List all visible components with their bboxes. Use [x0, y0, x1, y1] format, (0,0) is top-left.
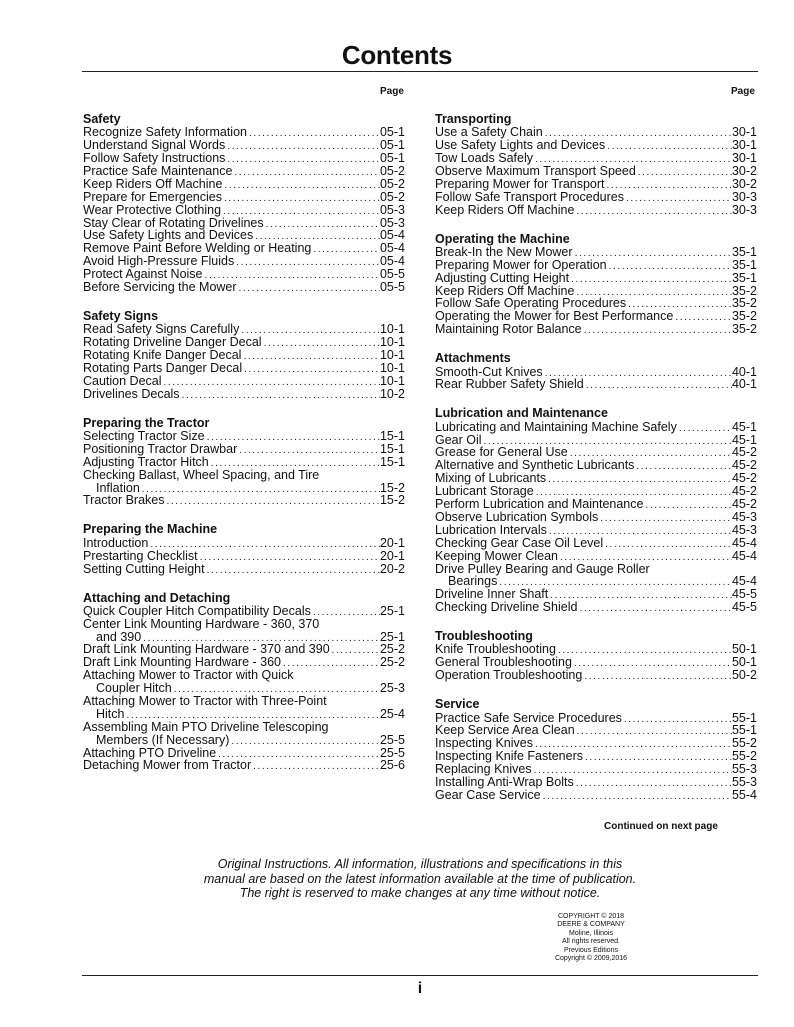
entry-title: Positioning Tractor Drawbar: [83, 441, 238, 456]
toc-entry: [83, 204, 405, 217]
dot-leader: [180, 390, 380, 401]
entry-title: Alternative and Synthetic Lubricants: [435, 458, 635, 473]
entry-title: Introduction: [83, 535, 149, 550]
entry-page: 45-2: [731, 445, 757, 460]
entry-page: 30-1: [731, 125, 757, 140]
entry-title: Operating the Mower for Best Performance: [435, 309, 674, 324]
entry-title: Follow Safety Instructions: [83, 151, 226, 166]
entry-page: 15-1: [379, 454, 405, 469]
section-heading: Attachments: [435, 351, 511, 366]
toc-entry: [435, 421, 757, 434]
toc-section: [83, 592, 405, 773]
dot-leader: [584, 380, 732, 391]
entry-title: Gear Case Service: [435, 787, 541, 802]
entry-page: 55-3: [731, 774, 757, 789]
toc-section: [83, 310, 405, 401]
entry-title: Break-In the New Mower: [435, 244, 573, 259]
dot-leader: [140, 484, 380, 495]
toc-section: [435, 352, 757, 391]
dot-leader: [237, 445, 380, 456]
dot-leader: [311, 244, 380, 255]
toc-entry: [435, 511, 757, 524]
dot-leader: [556, 645, 732, 656]
toc-entry: [83, 721, 405, 734]
entry-title: Draft Link Mounting Hardware - 370 and 390: [83, 642, 330, 657]
entry-title: Rotating Parts Danger Decal: [83, 360, 243, 375]
entry-page: 45-5: [731, 587, 757, 602]
entry-title: Coupler Hitch: [96, 681, 172, 696]
entry-page: 35-2: [731, 283, 757, 298]
entry-title: Keep Riders Off Machine: [435, 202, 575, 217]
dot-leader: [582, 325, 732, 336]
entry-title: Knife Troubleshooting: [435, 642, 556, 657]
entry-title: General Troubleshooting: [435, 655, 572, 670]
entry-page: 45-2: [731, 471, 757, 486]
toc-section: [83, 113, 405, 294]
entry-page: 30-1: [731, 138, 757, 153]
page-number: i: [417, 980, 423, 997]
entry-page: 30-2: [731, 163, 757, 178]
dot-leader: [673, 312, 732, 323]
toc-entry: [83, 734, 405, 747]
section-heading: Transporting: [435, 112, 512, 126]
toc-entry: [435, 789, 757, 802]
dot-leader: [162, 377, 380, 388]
entry-page: 05-4: [379, 228, 405, 243]
dot-leader: [205, 565, 380, 576]
entry-page: 10-1: [379, 322, 405, 337]
entry-page: 40-1: [731, 364, 757, 379]
entry-page: 05-4: [379, 241, 405, 256]
dot-leader: [232, 167, 380, 178]
section-heading: Lubrication and Maintenance: [435, 406, 608, 421]
entry-title: Drivelines Decals: [83, 386, 180, 401]
toc-entry: [435, 323, 757, 336]
entry-title: Follow Safe Operating Procedures: [435, 296, 627, 311]
dot-leader: [546, 474, 732, 485]
dot-leader: [577, 603, 732, 614]
entry-title: Lubrication Intervals: [435, 522, 547, 537]
entry-page: 25-2: [379, 655, 405, 670]
entry-page: 10-1: [379, 335, 405, 350]
toc-entry: [83, 178, 405, 191]
entry-title: Wear Protective Clothing: [83, 202, 222, 217]
entry-page: 05-3: [379, 202, 405, 217]
entry-page: 35-1: [731, 270, 757, 285]
entry-page: 05-5: [379, 267, 405, 282]
toc-section: [435, 698, 757, 802]
entry-title: Driveline Inner Shaft: [435, 587, 549, 602]
toc-section: [435, 233, 757, 337]
entry-page: 50-1: [731, 642, 757, 657]
entry-page: 55-1: [731, 723, 757, 738]
footer-rule: [82, 975, 758, 976]
dot-leader: [242, 364, 380, 375]
entry-title: Recognize Safety Information: [83, 125, 247, 140]
dot-leader: [234, 257, 380, 268]
dot-leader: [634, 461, 732, 472]
entry-title: Keep Riders Off Machine: [435, 283, 575, 298]
section-heading: Safety: [83, 112, 121, 126]
copyright-line: All rights reserved.: [562, 938, 620, 946]
entry-title: Maintaining Rotor Balance: [435, 322, 582, 337]
toc-entry: [435, 524, 757, 537]
section-heading: Preparing the Tractor: [83, 415, 210, 430]
entry-title: Perform Lubrication and Maintenance: [435, 497, 644, 512]
entry-title: Installing Anti-Wrap Bolts: [435, 774, 574, 789]
header-rule: [82, 71, 758, 72]
copyright-line: Moline, Illinois: [569, 929, 613, 937]
entry-title: Replacing Knives: [435, 762, 532, 777]
entry-page: 45-4: [731, 548, 757, 563]
section-heading: Attaching and Detaching: [83, 590, 231, 605]
entry-page: 10-1: [379, 360, 405, 375]
dot-leader: [624, 193, 732, 204]
dot-leader: [574, 206, 732, 217]
toc-entry: [83, 618, 405, 631]
entry-page: 25-4: [379, 706, 405, 721]
toc-column-left: [83, 113, 405, 772]
toc-entry: [83, 443, 405, 456]
entry-title: Rotating Knife Danger Decal: [83, 348, 242, 363]
entry-page: 45-2: [731, 484, 757, 499]
dot-leader: [636, 167, 732, 178]
dot-leader: [222, 180, 380, 191]
copyright-line: Previous Editions: [563, 946, 619, 954]
entry-title: Members (If Necessary): [96, 732, 230, 747]
entry-title: Bearings: [448, 574, 498, 589]
entry-title: Tow Loads Safely: [435, 151, 533, 166]
entry-page: 35-2: [731, 309, 757, 324]
entry-page: 15-1: [379, 441, 405, 456]
entry-page: 15-2: [379, 480, 405, 495]
toc-entry: [83, 708, 405, 721]
entry-page: 05-1: [379, 138, 405, 153]
section-heading: Preparing the Machine: [83, 522, 218, 537]
entry-title: Use Safety Lights and Devices: [435, 138, 606, 153]
entry-page: 55-2: [731, 736, 757, 751]
dot-leader: [229, 736, 380, 747]
toc-entry: [83, 469, 405, 482]
entry-page: 05-2: [379, 163, 405, 178]
dot-leader: [598, 513, 732, 524]
entry-title: Smooth-Cut Knives: [435, 364, 543, 379]
entry-page: 50-2: [731, 668, 757, 683]
entry-title: Keep Riders Off Machine: [83, 176, 223, 191]
toc-entry: [435, 191, 757, 204]
entry-title: Rear Rubber Safety Shield: [435, 377, 584, 392]
toc-section: [435, 630, 757, 682]
toc-column-right: [435, 113, 757, 802]
entry-title: Before Servicing the Mower: [83, 279, 237, 294]
entry-page: 30-2: [731, 176, 757, 191]
toc-entry: [435, 669, 757, 682]
copyright-line: Copyright © 2009,2016: [554, 955, 628, 963]
entry-page: 45-1: [731, 432, 757, 447]
dot-leader: [281, 658, 380, 669]
entry-title: Attaching PTO Driveline: [83, 745, 217, 760]
entry-title: Rotating Driveline Danger Decal: [83, 335, 262, 350]
dot-leader: [582, 671, 732, 682]
dot-leader: [198, 552, 380, 563]
entry-title: Lubricant Storage: [435, 484, 534, 499]
dot-leader: [237, 283, 380, 294]
entry-page: 25-1: [379, 629, 405, 644]
entry-page: 05-1: [379, 151, 405, 166]
page-column-header-left: Page: [380, 86, 404, 97]
entry-title: Practice Safe Service Procedures: [435, 710, 622, 725]
entry-page: 45-1: [731, 419, 757, 434]
dot-leader: [262, 338, 380, 349]
entry-page: 20-1: [379, 548, 405, 563]
entry-page: 55-4: [731, 787, 757, 802]
entry-title: Practice Safe Maintenance: [83, 163, 233, 178]
entry-title: Remove Paint Before Welding or Heating: [83, 241, 312, 256]
entry-title: Caution Decal: [83, 373, 162, 388]
toc-entry: [83, 456, 405, 469]
entry-page: 35-2: [731, 322, 757, 337]
original-instructions-note: [0, 857, 794, 901]
entry-page: 55-2: [731, 749, 757, 764]
entry-page: 45-5: [731, 600, 757, 615]
entry-title: Preparing Mower for Operation: [435, 257, 607, 272]
entry-title: Avoid High-Pressure Fluids: [83, 254, 235, 269]
entry-title: Use a Safety Chain: [435, 125, 543, 140]
dot-leader: [558, 552, 732, 563]
entry-title: Follow Safe Transport Procedures: [435, 189, 624, 204]
entry-title: Inflation: [96, 480, 140, 495]
toc-entry: [83, 495, 405, 508]
entry-page: 45-2: [731, 458, 757, 473]
entry-title: Quick Coupler Hitch Compatibility Decals: [83, 603, 311, 618]
entry-title: Hitch: [96, 706, 125, 721]
dot-leader: [241, 351, 380, 362]
entry-page: 05-4: [379, 254, 405, 269]
page-title: Contents: [341, 40, 453, 70]
entry-title: Keep Service Area Clean: [435, 723, 575, 738]
toc-entry: [435, 601, 757, 614]
entry-title: Understand Signal Words: [83, 138, 226, 153]
entry-page: 15-2: [379, 493, 405, 508]
entry-page: 25-2: [379, 642, 405, 657]
entry-page: 40-1: [731, 377, 757, 392]
entry-title: Inspecting Knives: [435, 736, 533, 751]
dot-leader: [583, 752, 732, 763]
dot-leader: [603, 539, 732, 550]
entry-title: Keeping Mower Clean: [435, 548, 558, 563]
entry-page: 25-3: [379, 681, 405, 696]
section-heading: Troubleshooting: [435, 629, 533, 644]
dot-leader: [605, 141, 732, 152]
entry-page: 45-3: [731, 522, 757, 537]
dot-leader: [607, 261, 732, 272]
note-line: The right is reserved to make changes at any time without notice.: [239, 886, 601, 900]
entry-page: 05-1: [379, 125, 405, 140]
entry-page: 55-1: [731, 710, 757, 725]
toc-entry: [435, 272, 757, 285]
entry-title: Assembling Main PTO Driveline Telescoping: [83, 719, 329, 734]
copyright-line: DEERE & COMPANY: [557, 921, 625, 929]
entry-page: 10-1: [379, 348, 405, 363]
entry-page: 05-2: [379, 189, 405, 204]
entry-title: and 390: [96, 629, 142, 644]
dot-leader: [572, 658, 732, 669]
section-heading: Operating the Machine: [435, 231, 570, 246]
entry-page: 50-1: [731, 655, 757, 670]
entry-title: Tractor Brakes: [83, 493, 165, 508]
entry-title: Inspecting Knife Fasteners: [435, 749, 583, 764]
dot-leader: [569, 274, 732, 285]
dot-leader: [643, 500, 732, 511]
note-line: Original Instructions. All information, illustrations and specifications in this: [217, 857, 623, 871]
dot-leader: [311, 607, 380, 618]
dot-leader: [221, 206, 380, 217]
entry-page: 45-3: [731, 509, 757, 524]
dot-leader: [165, 496, 380, 507]
entry-page: 05-3: [379, 215, 405, 230]
toc-section: [435, 113, 757, 217]
dot-leader: [225, 141, 380, 152]
toc-entry: [83, 550, 405, 563]
entry-title: Checking Gear Case Oil Level: [435, 535, 604, 550]
entry-page: 25-1: [379, 603, 405, 618]
toc-section: [83, 417, 405, 508]
entry-page: 20-2: [379, 561, 405, 576]
copyright-block: [530, 913, 652, 963]
dot-leader: [575, 726, 732, 737]
dot-leader: [541, 791, 732, 802]
entry-page: 35-1: [731, 257, 757, 272]
entry-title: Adjusting Cutting Height: [435, 270, 570, 285]
entry-title: Mixing of Lubricants: [435, 471, 547, 486]
entry-page: 30-1: [731, 151, 757, 166]
toc-section: [435, 407, 757, 614]
entry-title: Stay Clear of Rotating Drivelines: [83, 215, 264, 230]
toc-entry: [435, 246, 757, 259]
toc-entry: [83, 388, 405, 401]
entry-title: Detaching Mower from Tractor: [83, 758, 252, 773]
entry-page: 25-5: [379, 732, 405, 747]
entry-page: 45-4: [731, 574, 757, 589]
entry-page: 35-1: [731, 244, 757, 259]
dot-leader: [222, 193, 380, 204]
entry-page: 05-2: [379, 176, 405, 191]
dot-leader: [225, 154, 380, 165]
copyright-line: COPYRIGHT © 2018: [557, 913, 625, 920]
toc-entry: [435, 259, 757, 272]
toc-entry: [83, 760, 405, 773]
entry-title: Use Safety Lights and Devices: [83, 228, 254, 243]
entry-page: 25-5: [379, 745, 405, 760]
toc-entry: [435, 537, 757, 550]
entry-title: Grease for General Use: [435, 445, 568, 460]
toc-section: [83, 523, 405, 575]
entry-page: 45-4: [731, 535, 757, 550]
entry-page: 25-6: [379, 758, 405, 773]
entry-title: Adjusting Tractor Hitch: [83, 454, 209, 469]
entry-title: Prepare for Emergencies: [83, 189, 222, 204]
entry-title: Checking Driveline Shield: [435, 600, 578, 615]
toc-entry: [83, 537, 405, 550]
entry-title: Checking Ballast, Wheel Spacing, and Tire: [83, 467, 320, 482]
entry-page: 15-1: [379, 428, 405, 443]
entry-title: Gear Oil: [435, 432, 482, 447]
entry-title: Drive Pulley Bearing and Gauge Roller: [435, 561, 650, 576]
toc-entry: [83, 375, 405, 388]
entry-title: Selecting Tractor Size: [83, 428, 205, 443]
dot-leader: [330, 645, 380, 656]
dot-leader: [247, 128, 380, 139]
toc-entry: [435, 204, 757, 217]
entry-title: Protect Against Noise: [83, 267, 203, 282]
note-line: manual are based on the latest information available at the time of publication.: [203, 871, 637, 886]
toc-entry: [83, 695, 405, 708]
toc-entry: [435, 178, 757, 191]
entry-title: Preparing Mower for Transport: [435, 176, 605, 191]
entry-title: Attaching Mower to Tractor with Three-Point: [83, 694, 327, 709]
entry-title: Attaching Mower to Tractor with Quick: [83, 668, 294, 683]
entry-title: Setting Cutting Height: [83, 561, 205, 576]
section-heading: Service: [435, 697, 480, 712]
toc-entry: [435, 550, 757, 563]
entry-page: 20-1: [379, 535, 405, 550]
entry-title: Observe Lubrication Symbols: [435, 509, 599, 524]
entry-title: Observe Maximum Transport Speed: [435, 163, 636, 178]
entry-title: Read Safety Signs Carefully: [83, 322, 240, 337]
entry-title: Center Link Mounting Hardware - 360, 370: [83, 616, 320, 631]
entry-page: 30-3: [731, 189, 757, 204]
entry-title: Lubricating and Maintaining Machine Safely: [435, 419, 677, 434]
entry-title: Draft Link Mounting Hardware - 360: [83, 655, 282, 670]
entry-page: 10-2: [379, 386, 405, 401]
dot-leader: [251, 761, 380, 772]
entry-page: 05-5: [379, 279, 405, 294]
continued-note: Continued on next page: [604, 821, 718, 832]
toc-entry: [83, 563, 405, 576]
page-column-header-right: Page: [731, 86, 755, 97]
dot-leader: [622, 714, 732, 725]
toc-entry: [435, 379, 757, 392]
toc-entry: [83, 362, 405, 375]
section-heading: Safety Signs: [83, 308, 159, 323]
entry-page: 35-2: [731, 296, 757, 311]
entry-page: 30-3: [731, 202, 757, 217]
toc-entry: [83, 605, 405, 618]
entry-page: 10-1: [379, 373, 405, 388]
entry-page: 55-3: [731, 762, 757, 777]
entry-page: 45-2: [731, 497, 757, 512]
entry-title: Prestarting Checklist: [83, 548, 198, 563]
dot-leader: [264, 219, 380, 230]
dot-leader: [677, 423, 732, 434]
dot-leader: [574, 778, 732, 789]
toc-entry: [83, 281, 405, 294]
entry-title: Operation Troubleshooting: [435, 668, 583, 683]
toc-entry: [83, 191, 405, 204]
